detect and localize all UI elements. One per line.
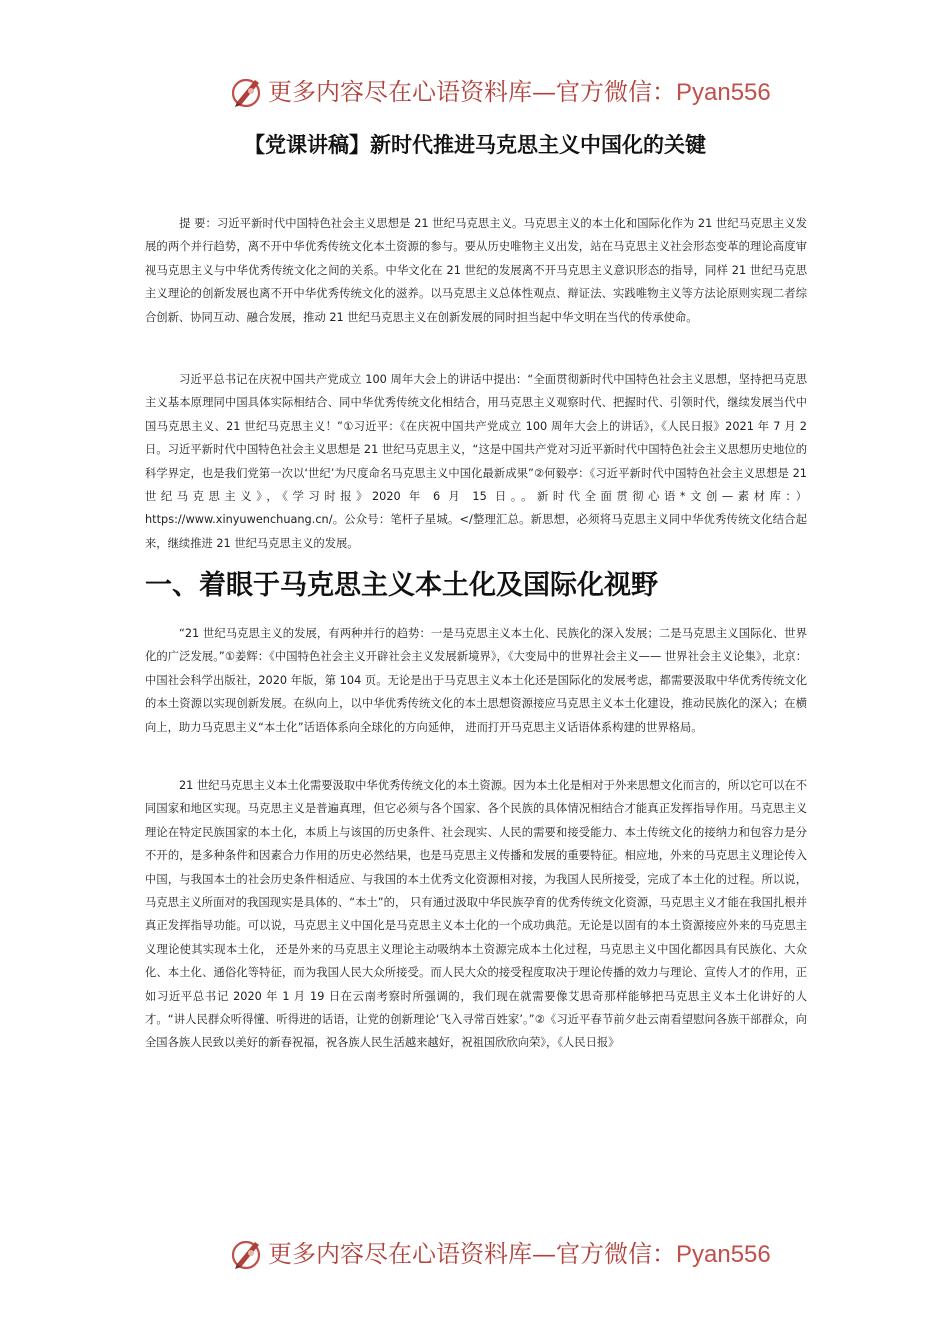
page-title: 【党课讲稿】新时代推进马克思主义中国化的关键 [244,133,706,157]
banner-text: 更多内容尽在心语资料库—官方微信：Pyan556 [268,1240,771,1268]
footer-banner [0,1232,950,1276]
section-paragraph-2: 21 世纪马克思主义本土化需要汲取中华优秀传统文化的本土资源。因为本土化是相对于外来思想文化而言的，所以它可以在不同国家和地区实现。马克思主义是普遍真理，但它必须与各个国家、各个民族的具体情况相结合才能真正发挥指导作用。马克思主义理论在特定民族国家的本土化，本质上与该国的历史条件、社会现实、人民的需要和接受能力、本土传统文化的接纳力和包容力是分不开的，是多种条件和因素合力作用的历史必然结果，也是马克思主义传播和发展的重要特征。相应地，外来的马克思主义理论传入中国，与我国本土的社会历史条件相适应、与我国的本土优秀文化资源相对接，为我国人民所接受，完成了本土化的过程。所以说，马克思主义所面对的我国现实是具体的、“本土”的， 只有通过汲取中华民族孕育的优秀传统文化资源，马克思主义才能在我国扎根并真正发挥指导功能。可以说，马克思主义中国化是马克思主义本土化的一个成功典范。无论是以固有的本土资源接应外来的马克思主义理论使其实现本土化， 还是外来的马克思主义理论主动吸纳本土资源完成本土化过程，马克思主义中国化都因具有民族化、大众化、本土化、通俗化等特征，而为我国人民大众所接受。而人民大众的接受程度取决于理论传播的效力与理论、宣传人才的作用，正如习近平总书记 2020 年 1 月 19 日在云南考察时所强调的，我们现在就需要像艾思奇那样能够把马克思主义本土化讲好的人才。“讲人民群众听得懂、听得进的话语，让党的创新理论‘飞入寻常百姓家’。”②《习近平春节前夕赴云南看望慰问各族干部群众，向全国各族人民致以美好的新春祝福，祝各族人民生活越来越好，祝祖国欣欣向荣》，《人民日报》 [145,779,808,1050]
abstract-paragraph: 提 要：习近平新时代中国特色社会主义思想是 21 世纪马克思主义。马克思主义的本土化和国际化作为 21 世纪马克思主义发展的两个并行趋势，离不开中华优秀传统文化本土资源的参与。要从历史唯物主义出发，站在马克思主义社会形态变革的理论高度审视马克思主义与中华优秀传统文化之间的关系。中华文化在 21 世纪的发展离不开马克思主义意识形态的指导，同样 21 世纪马克思主义理论的创新发展也离不开中华优秀传统文化的滋养。以马克思主义总体性观点、辩证法、实践唯物主义等方法论原则实现二者综合创新、协同互动、融合发展，推动 21 世纪马克思主义在创新发展的同时担当起中华文明在当代的传承使命。 [145,217,807,324]
header-banner [0,70,950,114]
pen-logo-icon [228,74,268,110]
intro-paragraph: 习近平总书记在庆祝中国共产党成立 100 周年大会上的讲话中提出：“全面贯彻新时代中国特色社会主义思想，坚持把马克思主义基本原理同中国具体实际相结合、同中华优秀传统文化相结合，用马克思主义观察时代、把握时代、引领时代，继续发展当代中国马克思主义、21 世纪马克思主义！”①习近平：《在庆祝中国共产党成立 100 周年大会上的讲话》，《人民日报》2021 年 7 月 2 日。习近平新时代中国特色社会主义思想是 21 世纪马克思主义，“这是中国共产党对习近平新时代中国特色社会主义思想历史地位的科学界定，也是我们党第一次以‘世纪’为尺度命名马克思主义中国化最新成果”②何毅亭：《习近平新时代中国特色社会主义思想是 21 世纪马克思主义》，《学习时报》2020 年 6 月 15 日。。新时代全面贯彻心语*文创—素材库：）https://www.xinyuwenchuang.cn/。公众号：笔杆子星城。</整理汇总。新思想，必须将马克思主义同中华优秀传统文化结合起来，继续推进 21 世纪马克思主义的发展。 [145,373,807,550]
banner-text: 更多内容尽在心语资料库—官方微信：Pyan556 [268,78,771,106]
section-heading: 一、着眼于马克思主义本土化及国际化视野 [145,570,658,601]
pen-logo-icon [228,1236,268,1272]
section-paragraph-1: “21 世纪马克思主义的发展，有两种并行的趋势：一是马克思主义本土化、民族化的深入发展；二是马克思主义国际化、世界化的广泛发展。”①姜辉：《中国特色社会主义开辟社会主义发展新境界》，《大变局中的世界社会主义—— 世界社会主义论集》，北京：中国社会科学出版社，2020 年版，第 104 页。无论是出于马克思主义本土化还是国际化的发展考虑，都需要汲取中华优秀传统文化的本土资源以实现创新发展。在纵向上，以中华优秀传统文化的本土思想资源接应马克思主义本土化建设，推动民族化的深入；在横向上，助力马克思主义“本土化”话语体系向全球化的方向延伸， 进而打开马克思主义话语体系构建的世界格局。 [145,627,807,734]
